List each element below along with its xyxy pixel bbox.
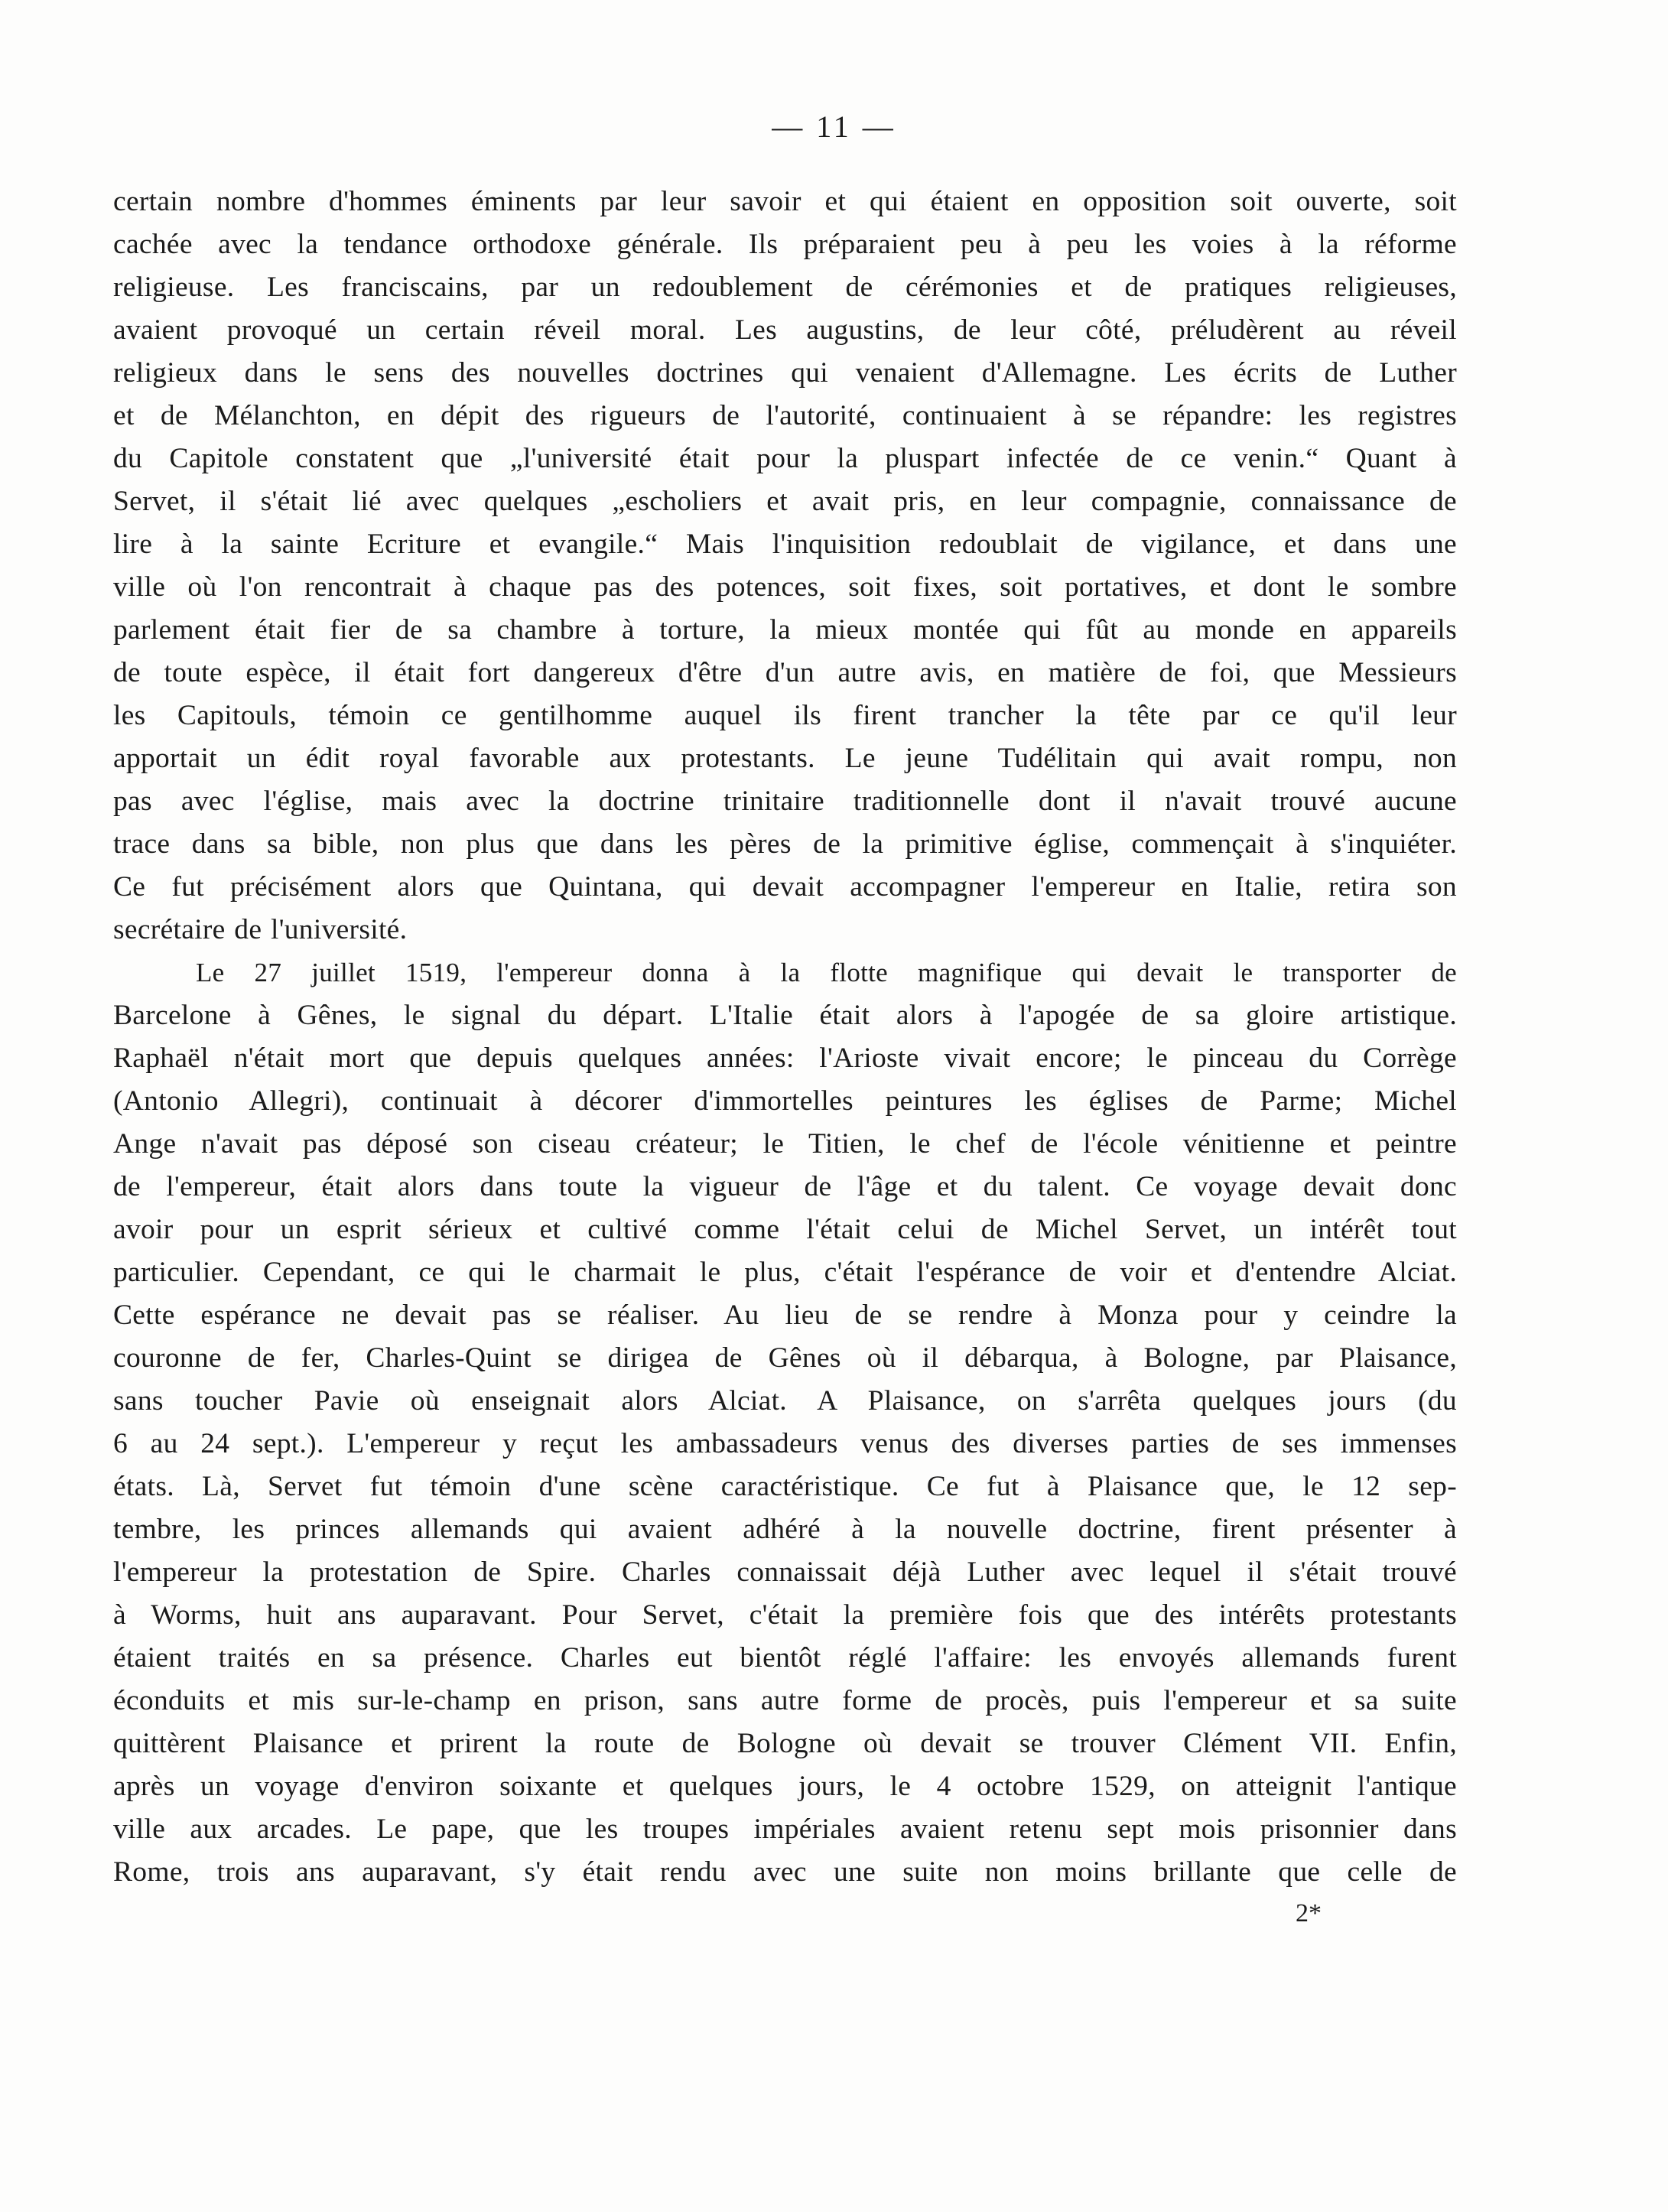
text-line: trace dans sa bible, non plus que dans les pères de la primitive église, commençait à s'inquiéter. — [113, 828, 1457, 860]
text-line: éconduits et mis sur-le-champ en prison, sans autre forme de procès, puis l'empereur et sa suite — [113, 1685, 1457, 1716]
text-line: du Capitole constatent que „l'université était pour la pluspart infectée de ce venin.“ Quant à — [113, 443, 1457, 474]
text-line: secrétaire de l'université. — [113, 914, 408, 945]
text-line: ville où l'on rencontrait à chaque pas des potences, soit fixes, soit portatives, et dont le sombre — [113, 571, 1457, 603]
text-line: pas avec l'église, mais avec la doctrine trinitaire traditionnelle dont il n'avait trouvé aucune — [113, 786, 1457, 817]
text-line: étaient traités en sa présence. Charles eut bientôt réglé l'affaire: les envoyés allemands furent — [113, 1642, 1457, 1674]
body-text — [113, 181, 1457, 1894]
text-line: cachée avec la tendance orthodoxe générale. Ils préparaient peu à peu les voies à la réforme — [113, 229, 1457, 260]
text-line: lire à la sainte Ecriture et evangile.“ Mais l'inquisition redoublait de vigilance, et dans une — [113, 529, 1457, 560]
text-line: Cette espérance ne devait pas se réaliser. Au lieu de se rendre à Monza pour y ceindre la — [113, 1300, 1457, 1331]
text-line: certain nombre d'hommes éminents par leur savoir et qui étaient en opposition soit ouverte, soit — [113, 186, 1457, 217]
page-number: — 11 — — [772, 109, 896, 144]
signature-mark: 2* — [1296, 1899, 1322, 1927]
text-line: de toute espèce, il était fort dangereux d'être d'un autre avis, en matière de foi, que Messieurs — [113, 657, 1457, 688]
text-line: avaient provoqué un certain réveil moral. Les augustins, de leur côté, préludèrent au réveil — [113, 314, 1457, 346]
text-line: Raphaël n'était mort que depuis quelques années: l'Arioste vivait encore; le pinceau du Corrège — [113, 1043, 1457, 1074]
text-line: quittèrent Plaisance et prirent la route de Bologne où devait se trouver Clément VII. Enfin, — [113, 1728, 1457, 1759]
text-line: de l'empereur, était alors dans toute la vigueur de l'âge et du talent. Ce voyage devait donc — [113, 1171, 1457, 1202]
text-line: (Antonio Allegri), continuait à décorer d'immortelles peintures les églises de Parme; Michel — [113, 1085, 1457, 1117]
text-line: l'empereur la protestation de Spire. Charles connaissait déjà Luther avec lequel il s'était trouvé — [113, 1557, 1457, 1588]
text-line: avoir pour un esprit sérieux et cultivé comme l'était celui de Michel Servet, un intérêt tout — [113, 1214, 1457, 1245]
text-line: Rome, trois ans auparavant, s'y était rendu avec une suite non moins brillante que celle de — [113, 1856, 1457, 1888]
text-line: et de Mélanchton, en dépit des rigueurs de l'autorité, continuaient à se répandre: les registres — [113, 400, 1457, 431]
text-line: religieuse. Les franciscains, par un redoublement de cérémonies et de pratiques religieuses, — [113, 272, 1457, 303]
text-line: 6 au 24 sept.). L'empereur y reçut les ambassadeurs venus des diverses parties de ses immenses — [113, 1428, 1457, 1459]
text-line: apportait un édit royal favorable aux protestants. Le jeune Tudélitain qui avait rompu, non — [113, 743, 1457, 774]
text-line: les Capitouls, témoin ce gentilhomme auquel ils firent trancher la tête par ce qu'il leur — [113, 700, 1457, 731]
text-line: couronne de fer, Charles-Quint se dirigea de Gênes où il débarqua, à Bologne, par Plaisance, — [113, 1342, 1457, 1374]
text-line: parlement était fier de sa chambre à torture, la mieux montée qui fût au monde en appareils — [113, 614, 1457, 646]
text-line: Le 27 juillet 1519, l'empereur donna à la flotte magnifique qui devait le transporter de — [196, 958, 1457, 987]
text-line: sans toucher Pavie où enseignait alors Alciat. A Plaisance, on s'arrêta quelques jours (du — [113, 1385, 1457, 1417]
text-line: à Worms, huit ans auparavant. Pour Servet, c'était la première fois que des intérêts protestants — [113, 1599, 1457, 1631]
text-line: religieux dans le sens des nouvelles doctrines qui venaient d'Allemagne. Les écrits de Luther — [113, 357, 1457, 389]
text-line: états. Là, Servet fut témoin d'une scène caractéristique. Ce fut à Plaisance que, le 12 sep- — [113, 1471, 1457, 1502]
text-line: ville aux arcades. Le pape, que les troupes impériales avaient retenu sept mois prisonnier dans — [113, 1814, 1457, 1845]
text-line: après un voyage d'environ soixante et quelques jours, le 4 octobre 1529, on atteignit l'antique — [113, 1771, 1457, 1802]
text-line: tembre, les princes allemands qui avaient adhéré à la nouvelle doctrine, firent présenter à — [113, 1514, 1457, 1545]
text-line: Barcelone à Gênes, le signal du départ. L'Italie était alors à l'apogée de sa gloire artistique. — [113, 1000, 1457, 1031]
text-line: Servet, il s'était lié avec quelques „escholiers et avait pris, en leur compagnie, connaissance de — [113, 486, 1457, 517]
text-line: particulier. Cependant, ce qui le charmait le plus, c'était l'espérance de voir et d'entendre Alciat. — [113, 1257, 1457, 1288]
text-line: Ce fut précisément alors que Quintana, qui devait accompagner l'empereur en Italie, retira son — [113, 871, 1457, 903]
text-line: Ange n'avait pas déposé son ciseau créateur; le Titien, le chef de l'école vénitienne et peintre — [113, 1128, 1457, 1160]
